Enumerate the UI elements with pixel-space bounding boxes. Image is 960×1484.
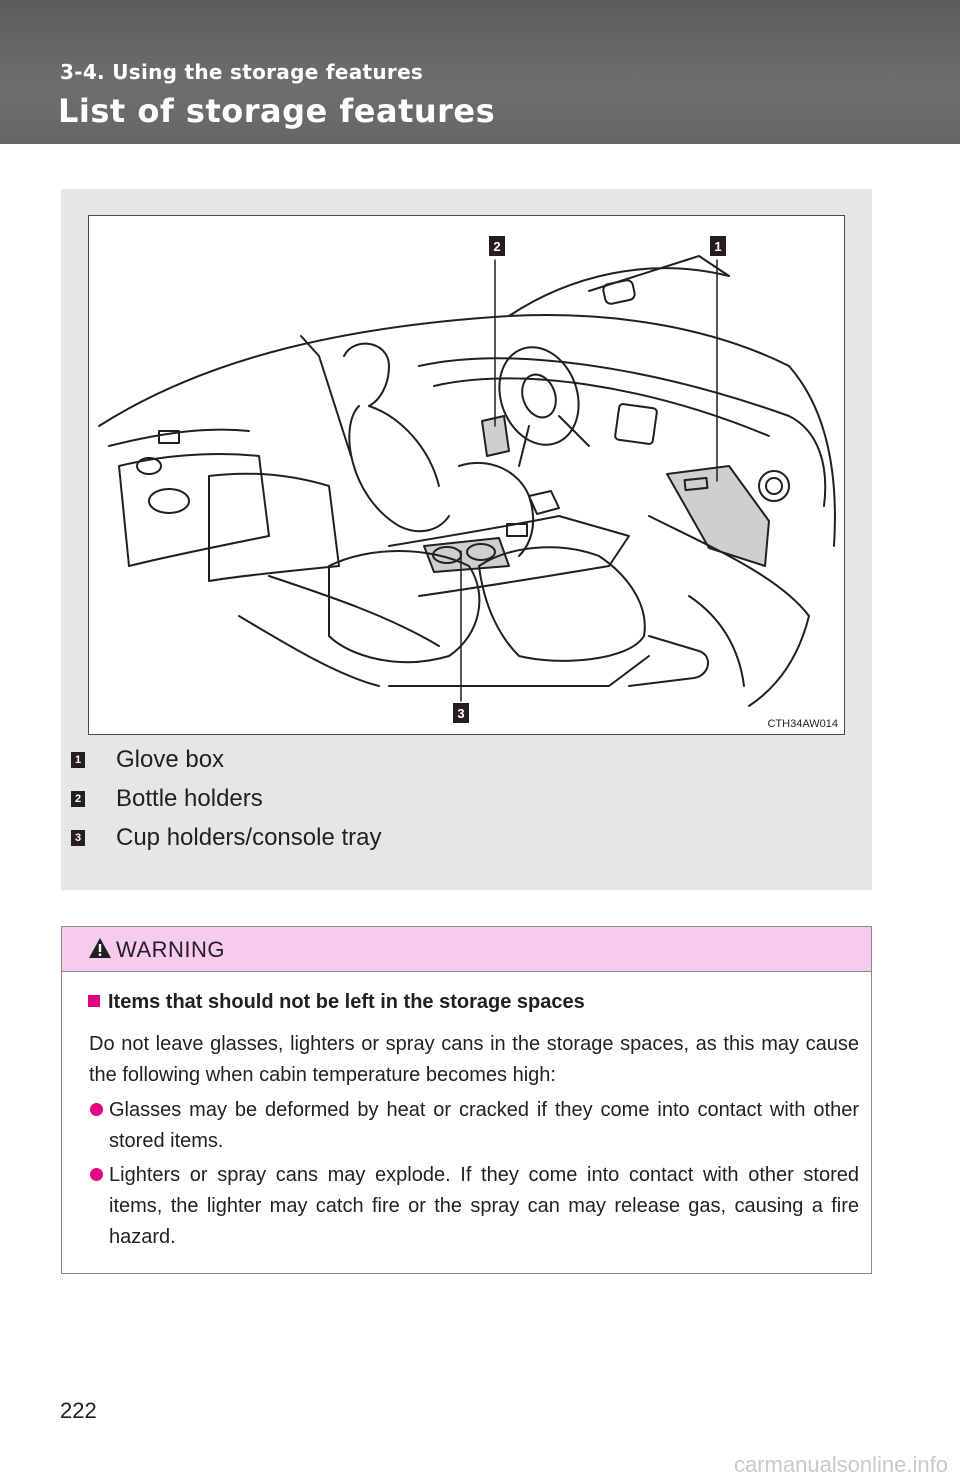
car-interior-illustration — [88, 215, 845, 735]
legend-label: Glove box — [116, 746, 225, 773]
legend-label: Cup holders/console tray — [116, 824, 382, 851]
watermark: carmanualsonline.info — [733, 1452, 948, 1477]
page-number: 222 — [60, 1398, 97, 1423]
legend-number-badge: 1 — [71, 752, 85, 768]
legend-label: Bottle holders — [116, 785, 263, 812]
callout-1: 1 — [714, 239, 722, 254]
callout-3: 3 — [457, 706, 465, 721]
legend-item — [61, 744, 761, 774]
figure-panel — [61, 189, 872, 890]
warning-subheading-text: Items that should not be left in the storage spaces — [108, 991, 585, 1013]
legend-item — [61, 783, 761, 813]
legend-number-badge: 3 — [71, 830, 85, 846]
image-code: CTH34AW014 — [767, 718, 838, 730]
section-label: 3-4. Using the storage features — [60, 60, 424, 84]
car-interior-drawing — [89, 216, 846, 736]
legend-item — [61, 822, 761, 852]
callout-2: 2 — [493, 239, 501, 254]
warning-label: WARNING — [116, 937, 226, 962]
warning-box — [61, 926, 872, 1274]
warning-bullet: Glasses may be deformed by heat or cracked if they come into contact with other stored items. — [109, 1099, 859, 1152]
warning-triangle-icon — [88, 937, 112, 959]
warning-header — [62, 927, 871, 972]
bullet-dot-icon — [90, 1168, 103, 1181]
legend-number-badge: 2 — [71, 791, 85, 807]
warning-bullet: Lighters or spray cans may explode. If they come into contact with other stored items, the lighter may catch fire or the spray can may release gas, causing a fire hazard. — [109, 1164, 859, 1248]
bullet-dot-icon — [90, 1103, 103, 1116]
warning-subheading — [88, 991, 585, 1014]
page-title: List of storage features — [58, 92, 496, 130]
page-header — [0, 0, 960, 144]
warning-intro: Do not leave glasses, lighters or spray cans in the storage spaces, as this may cause the following when cabin temperature becomes high: — [89, 1033, 859, 1086]
square-bullet-icon — [88, 995, 100, 1007]
